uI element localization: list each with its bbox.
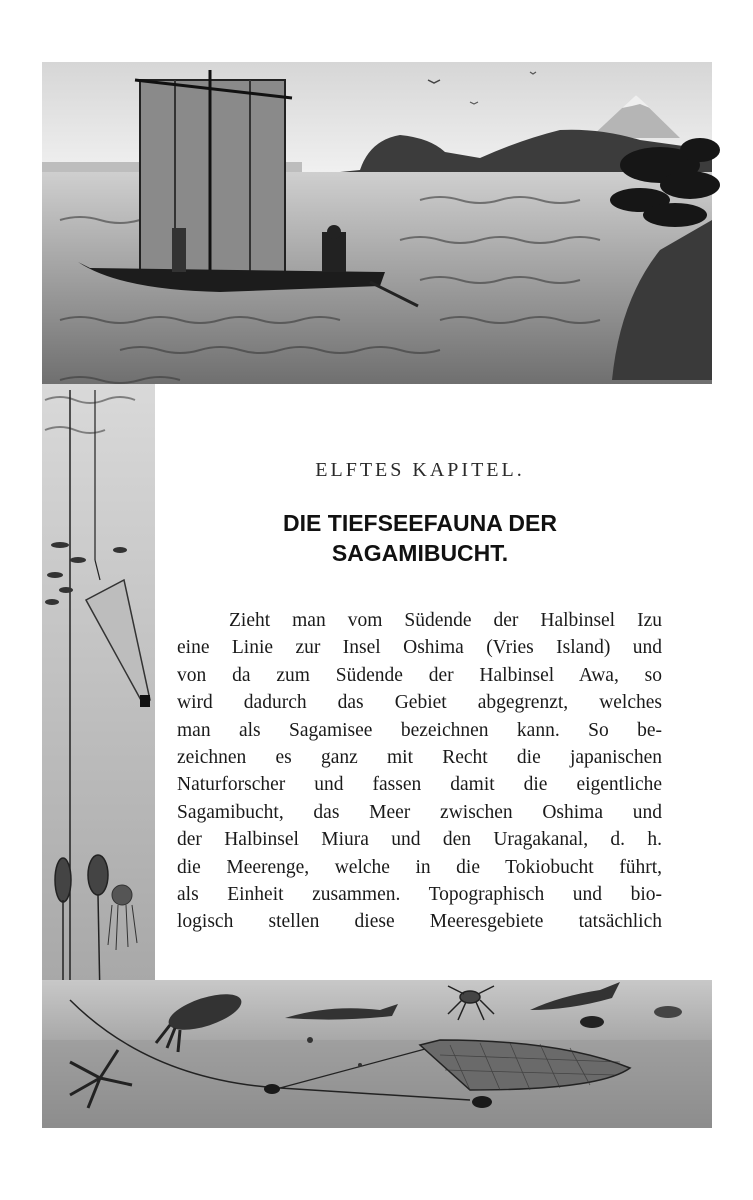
chapter-title-line-2: SAGAMIBUCHT.: [331, 540, 509, 566]
body-line: eine Linie zur Insel Oshima (Vries Island) und: [177, 637, 662, 659]
body-line: wird dadurch das Gebiet abgegrenzt, welches: [177, 692, 662, 714]
body-line: von da zum Südende der Halbinsel Awa, so: [177, 664, 662, 686]
chapter-title: [160, 508, 680, 568]
body-line: Sagamibucht, das Meer zwischen Oshima und: [177, 801, 662, 823]
chapter-title-line-1: DIE TIEFSEEFAUNA DER: [283, 510, 557, 536]
body-line: logisch stellen diese Meeresgebiete tatsächlich: [177, 911, 662, 933]
chapter-label: ELFTES KAPITEL.: [315, 459, 525, 481]
body-line: Zieht man vom Südende der Halbinsel Izu: [229, 610, 662, 631]
body-line: der Halbinsel Miura und den Uragakanal, d. h.: [177, 829, 662, 851]
body-line: zeichnen es ganz mit Recht die japanischen: [177, 747, 662, 769]
body-line: als Einheit zusammen. Topographisch und bio-: [177, 884, 662, 906]
body-paragraph: [177, 607, 662, 936]
body-line: Naturforscher und fassen damit die eigentliche: [177, 774, 662, 796]
body-line: man als Sagamisee bezeichnen kann. So be-: [177, 719, 662, 741]
body-line: die Meerenge, welche in die Tokiobucht führt,: [177, 856, 662, 878]
